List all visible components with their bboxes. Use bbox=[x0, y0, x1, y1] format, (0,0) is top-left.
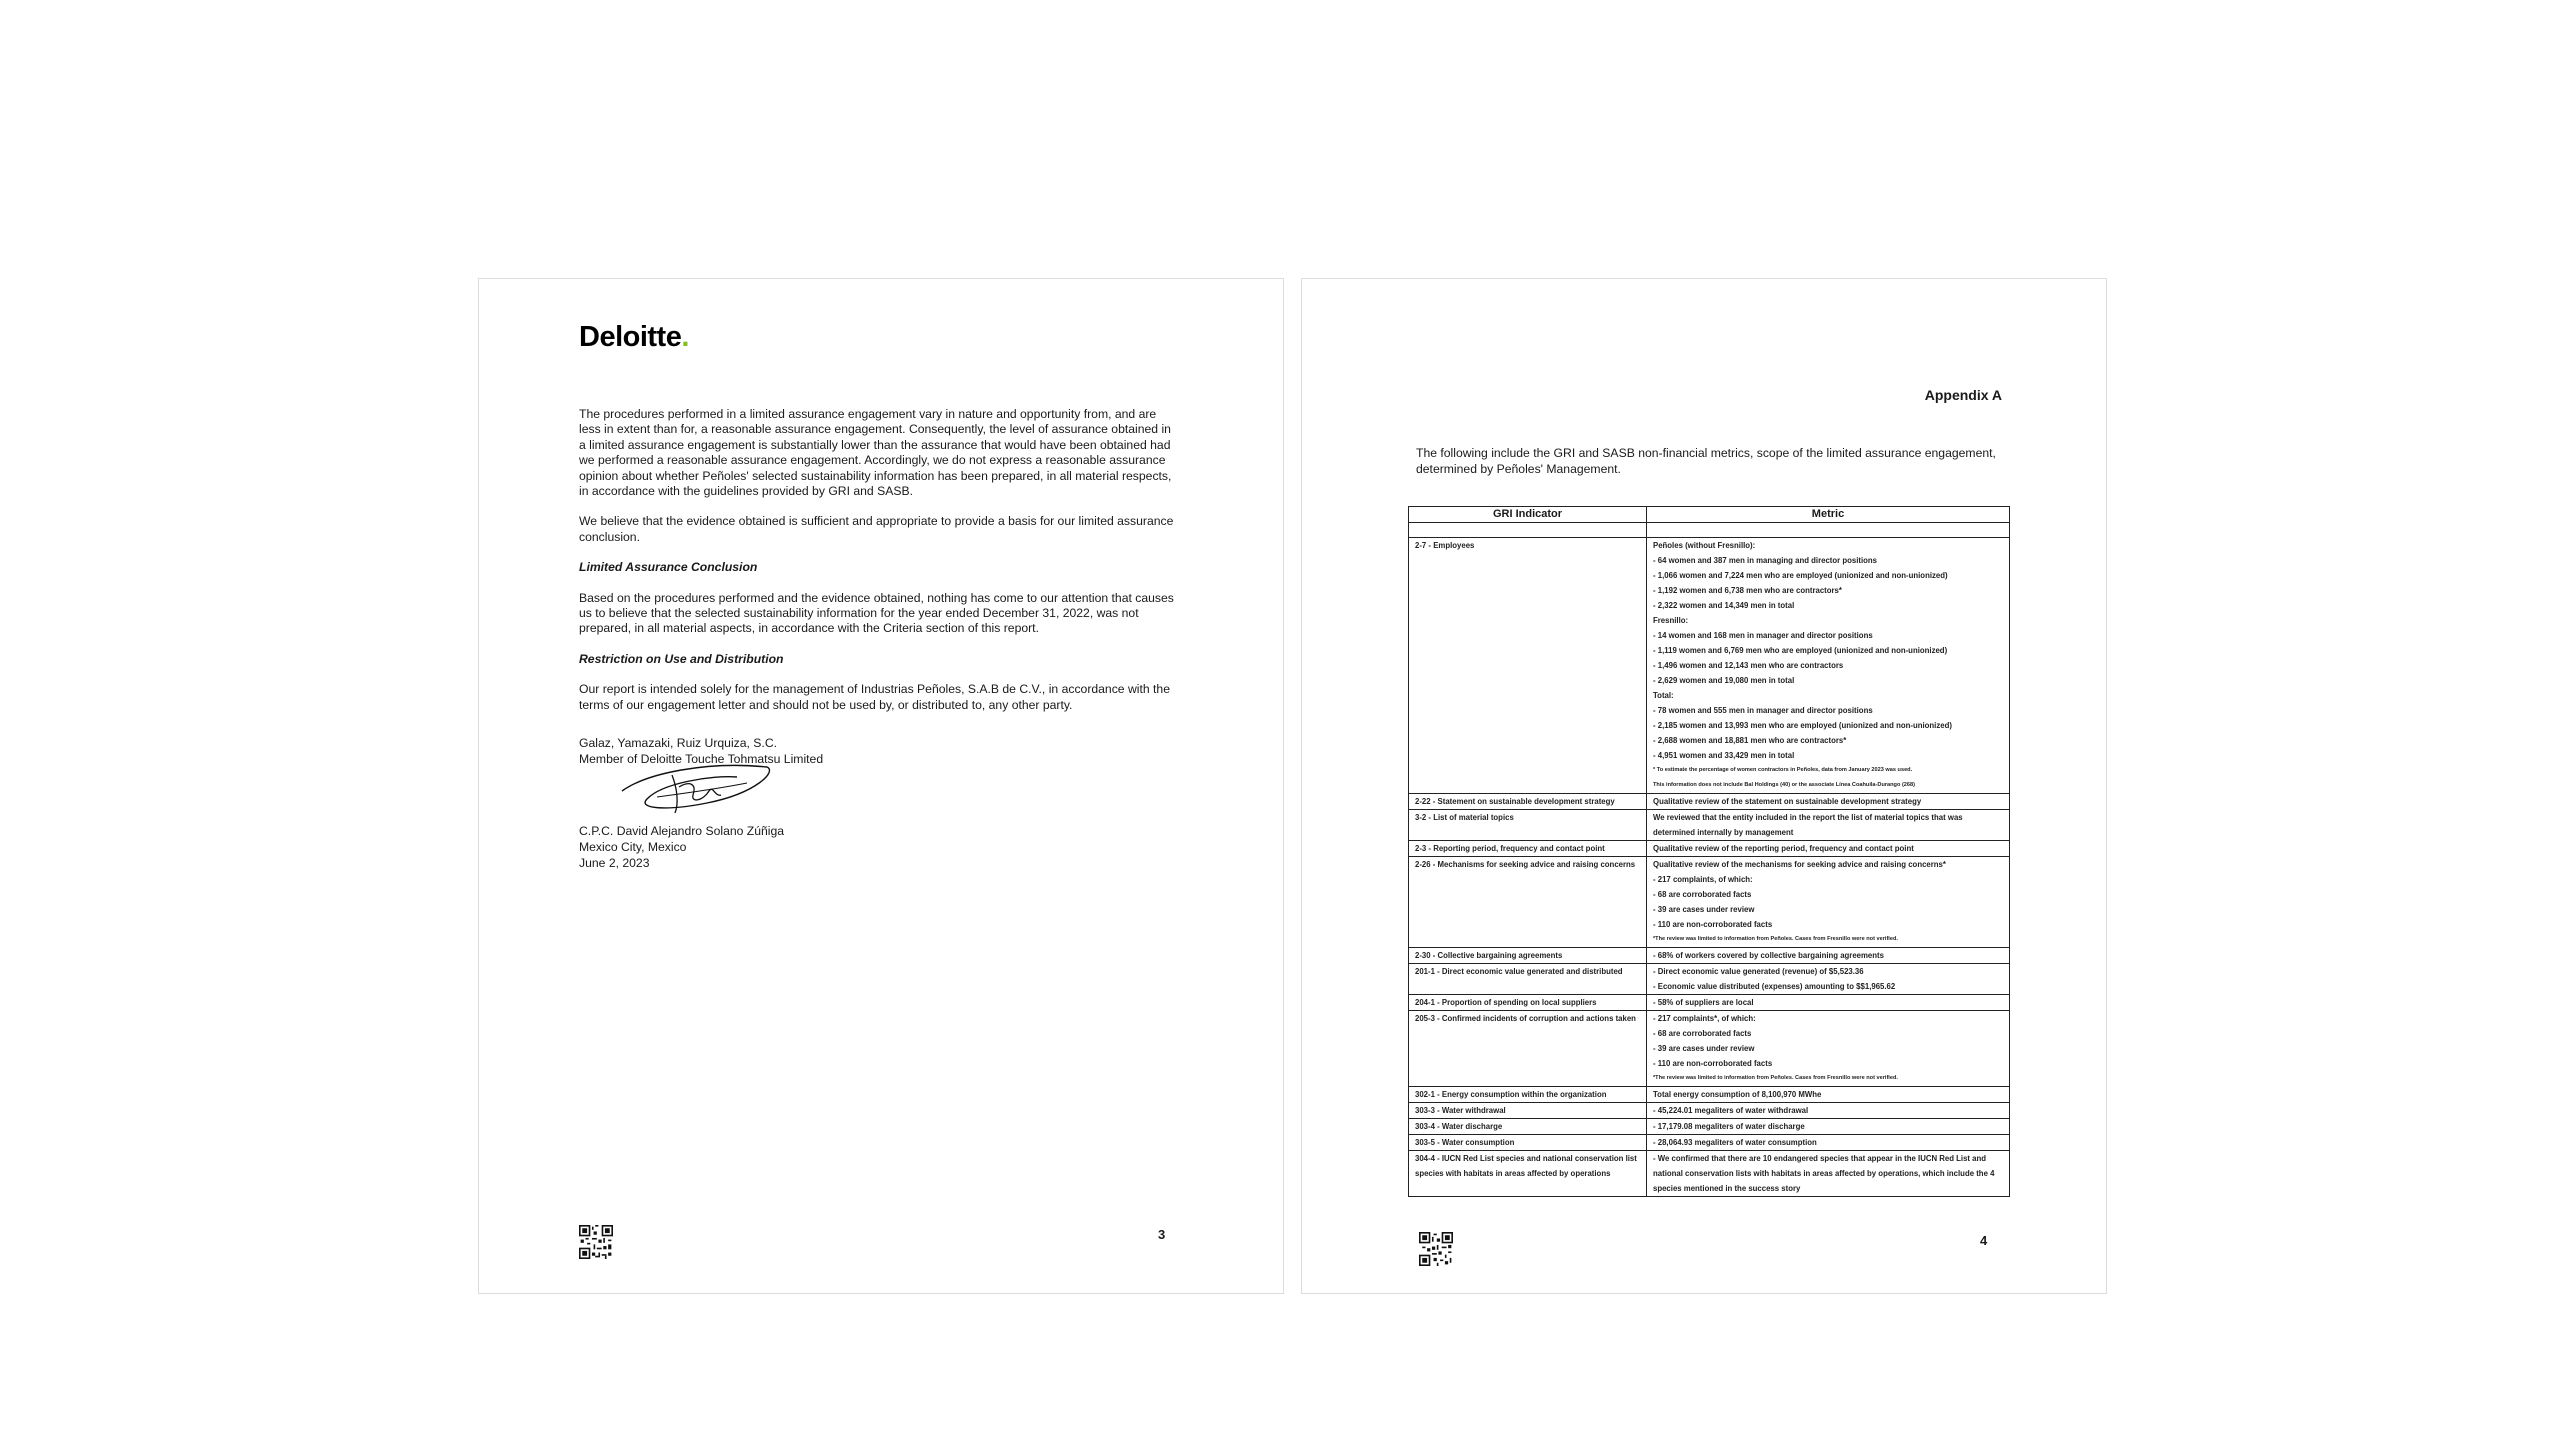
heading-limited-assurance-conclusion: Limited Assurance Conclusion bbox=[579, 560, 758, 575]
table-header-row bbox=[1409, 507, 2010, 523]
table-row bbox=[1409, 857, 2010, 948]
metric-line: - We confirmed that there are 10 endangered species that appear in the IUCN Red List and bbox=[1653, 1154, 1987, 1163]
page3-body bbox=[579, 407, 1179, 871]
qr-code-icon bbox=[1419, 1232, 1453, 1266]
metric-line: - 68 are corroborated facts bbox=[1653, 890, 1752, 899]
signing-date: June 2, 2023 bbox=[579, 856, 650, 871]
metric-line: national conservation lists with habitats in areas affected by operations, which include the 4 bbox=[1653, 1169, 1995, 1178]
metric-footnote: * To estimate the percentage of women contractors in Peñoles, data from January 2023 was used. bbox=[1653, 767, 1913, 773]
gri-indicator-cell: 2-26 - Mechanisms for seeking advice and raising concerns bbox=[1409, 857, 1647, 948]
metric-cell bbox=[1647, 857, 2010, 948]
gri-indicator-cell: 3-2 - List of material topics bbox=[1409, 810, 1647, 841]
metric-line: - 78 women and 555 men in manager and director positions bbox=[1653, 706, 1873, 715]
metric-line: - 14 women and 168 men in manager and director positions bbox=[1653, 631, 1873, 640]
metric-line: Qualitative review of the reporting period, frequency and contact point bbox=[1653, 844, 1914, 853]
document-page-4 bbox=[1301, 278, 2107, 1294]
table-spacer-row bbox=[1409, 523, 2010, 538]
table-row bbox=[1409, 1087, 2010, 1103]
paragraph-conclusion: Based on the procedures performed and the evidence obtained, nothing has come to our attention that causes us to believe that the selected sustainability information for the year ended December 31, 2022, was not prepared, in all material aspects, in accordance with the Criteria section of this report. bbox=[579, 590, 1174, 636]
table-row bbox=[1409, 1135, 2010, 1151]
metric-line: - 28,064.93 megaliters of water consumption bbox=[1653, 1138, 1817, 1147]
table-row bbox=[1409, 995, 2010, 1011]
gri-indicator-cell: 2-30 - Collective bargaining agreements bbox=[1409, 948, 1647, 964]
metric-footnote: This information does not include Bal Holdings (40) or the associate Línea Coahuila-Durango (268) bbox=[1653, 782, 1916, 788]
metric-cell bbox=[1647, 964, 2010, 995]
metric-cell bbox=[1647, 1103, 2010, 1119]
handwritten-signature bbox=[579, 767, 819, 823]
metric-line: - 45,224.01 megaliters of water withdrawal bbox=[1653, 1106, 1809, 1115]
table-row bbox=[1409, 1103, 2010, 1119]
page-number: 4 bbox=[1980, 1233, 1988, 1248]
firm-membership: Member of Deloitte Touche Tohmatsu Limited bbox=[579, 752, 824, 767]
metric-line: - 217 complaints, of which: bbox=[1653, 875, 1753, 884]
metric-footnote: *The review was limited to information from Peñoles. Cases from Fresnillo were not verified. bbox=[1653, 1075, 1898, 1081]
metric-line: - 17,179.08 megaliters of water discharge bbox=[1653, 1122, 1805, 1131]
gri-indicator-cell: 303-5 - Water consumption bbox=[1409, 1135, 1647, 1151]
metric-line: We reviewed that the entity included in the report the list of material topics that was bbox=[1653, 813, 1963, 822]
metric-line: - 217 complaints*, of which: bbox=[1653, 1014, 1756, 1023]
metric-cell bbox=[1647, 1087, 2010, 1103]
logo-text: Deloitte bbox=[579, 321, 682, 353]
metric-line: species mentioned in the success story bbox=[1653, 1184, 1801, 1193]
signature-drawing bbox=[617, 753, 777, 823]
logo-dot: . bbox=[681, 321, 689, 353]
metric-line: - 68% of workers covered by collective bargaining agreements bbox=[1653, 951, 1884, 960]
metric-cell bbox=[1647, 948, 2010, 964]
metric-line: Total: bbox=[1653, 691, 1674, 700]
metric-line: - 1,192 women and 6,738 men who are contractors* bbox=[1653, 586, 1842, 595]
metric-line: - 110 are non-corroborated facts bbox=[1653, 1059, 1773, 1068]
metric-line: - 2,322 women and 14,349 men in total bbox=[1653, 601, 1795, 610]
metric-cell bbox=[1647, 794, 2010, 810]
metric-line: - 110 are non-corroborated facts bbox=[1653, 920, 1773, 929]
table-row bbox=[1409, 1011, 2010, 1087]
metric-line: - 68 are corroborated facts bbox=[1653, 1029, 1752, 1038]
firm-name: Galaz, Yamazaki, Ruiz Urquiza, S.C. bbox=[579, 736, 778, 751]
metric-line: - 2,688 women and 18,881 men who are contractors* bbox=[1653, 736, 1847, 745]
gri-indicator-cell: 204-1 - Proportion of spending on local suppliers bbox=[1409, 995, 1647, 1011]
gri-metrics-table bbox=[1408, 506, 2010, 1197]
metric-line: - Direct economic value generated (revenue) of $5,523.36 bbox=[1653, 967, 1864, 976]
metric-line: Fresnillo: bbox=[1653, 616, 1689, 625]
metric-line: - 64 women and 387 men in managing and director positions bbox=[1653, 556, 1877, 565]
gri-indicator-cell: 303-3 - Water withdrawal bbox=[1409, 1103, 1647, 1119]
metric-cell bbox=[1647, 841, 2010, 857]
appendix-title: Appendix A bbox=[1924, 387, 2002, 403]
metric-line: - Economic value distributed (expenses) amounting to $$1,965.62 bbox=[1653, 982, 1896, 991]
metric-line: - 1,119 women and 6,769 men who are employed (unionized and non-unionized) bbox=[1653, 646, 1948, 655]
page-number: 3 bbox=[1158, 1227, 1166, 1242]
metric-line: Qualitative review of the statement on sustainable development strategy bbox=[1653, 797, 1922, 806]
signing-city: Mexico City, Mexico bbox=[579, 840, 687, 855]
gri-indicator-cell: 2-22 - Statement on sustainable development strategy bbox=[1409, 794, 1647, 810]
table-row bbox=[1409, 841, 2010, 857]
metric-footnote: *The review was limited to information from Peñoles. Cases from Fresnillo were not verified. bbox=[1653, 936, 1898, 942]
metric-line: - 2,185 women and 13,993 men who are employed (unionized and non-unionized) bbox=[1653, 721, 1952, 730]
metric-cell bbox=[1647, 810, 2010, 841]
table-row bbox=[1409, 1151, 2010, 1197]
metric-cell bbox=[1647, 1011, 2010, 1087]
table-body bbox=[1409, 523, 2010, 1197]
table-row bbox=[1409, 538, 2010, 794]
metric-line: - 1,066 women and 7,224 men who are employed (unionized and non-unionized) bbox=[1653, 571, 1948, 580]
metric-cell bbox=[1647, 538, 2010, 794]
metric-line: - 39 are cases under review bbox=[1653, 905, 1755, 914]
metric-line: - 2,629 women and 19,080 men in total bbox=[1653, 676, 1795, 685]
table-row bbox=[1409, 948, 2010, 964]
metric-cell bbox=[1647, 1119, 2010, 1135]
gri-indicator-cell: 201-1 - Direct economic value generated and distributed bbox=[1409, 964, 1647, 995]
metric-cell bbox=[1647, 1135, 2010, 1151]
table-row bbox=[1409, 794, 2010, 810]
gri-indicator-cell: 205-3 - Confirmed incidents of corruption and actions taken bbox=[1409, 1011, 1647, 1087]
qr-code-icon bbox=[579, 1225, 613, 1259]
metric-line: - 4,951 women and 33,429 men in total bbox=[1653, 751, 1795, 760]
signature-block bbox=[579, 735, 1179, 871]
table-row bbox=[1409, 810, 2010, 841]
header-metric: Metric bbox=[1647, 507, 2010, 523]
metric-line: - 58% of suppliers are local bbox=[1653, 998, 1754, 1007]
deloitte-logo bbox=[579, 321, 689, 354]
signer-name: C.P.C. David Alejandro Solano Zúñiga bbox=[579, 824, 785, 839]
gri-indicator-cell: 303-4 - Water discharge bbox=[1409, 1119, 1647, 1135]
header-gri-indicator: GRI Indicator bbox=[1409, 507, 1647, 523]
paragraph-restriction: Our report is intended solely for the management of Industrias Peñoles, S.A.B de C.V., in accordance with the terms of our engagement letter and should not be used by, or distributed to, any other party. bbox=[579, 682, 1170, 712]
gri-indicator-cell: 2-7 - Employees bbox=[1409, 538, 1647, 794]
paragraph-evidence: We believe that the evidence obtained is sufficient and appropriate to provide a basis for our limited assurance conclusion. bbox=[579, 514, 1174, 544]
document-page-3 bbox=[478, 278, 1284, 1294]
table-row bbox=[1409, 1119, 2010, 1135]
metric-line: - 1,496 women and 12,143 men who are contractors bbox=[1653, 661, 1844, 670]
gri-indicator-cell: 2-3 - Reporting period, frequency and contact point bbox=[1409, 841, 1647, 857]
metric-cell bbox=[1647, 1151, 2010, 1197]
heading-restriction: Restriction on Use and Distribution bbox=[579, 651, 784, 666]
paragraph-limited-assurance: The procedures performed in a limited assurance engagement vary in nature and opportunity from, and are less in extent than for, a reasonable assurance engagement. Consequently, the level of assurance obtained in a limited assurance engagement is substantially lower than the assurance that would have been obtained had we performed a reasonable assurance engagement. Accordingly, we do not express a reasonable assurance opinion about whether Peñoles' selected sustainability information has been prepared, in all material respects, in accordance with the guidelines provided by GRI and SASB. bbox=[579, 407, 1172, 499]
metric-line: Total energy consumption of 8,100,970 MWhe bbox=[1653, 1090, 1822, 1099]
metric-line: Peñoles (without Fresnillo): bbox=[1653, 541, 1756, 550]
metric-line: - 39 are cases under review bbox=[1653, 1044, 1755, 1053]
gri-indicator-cell: 302-1 - Energy consumption within the organization bbox=[1409, 1087, 1647, 1103]
table-row bbox=[1409, 964, 2010, 995]
metric-cell bbox=[1647, 995, 2010, 1011]
metric-line: determined internally by management bbox=[1653, 828, 1794, 837]
metric-line: Qualitative review of the mechanisms for seeking advice and raising concerns* bbox=[1653, 860, 1946, 869]
appendix-intro: The following include the GRI and SASB non-financial metrics, scope of the limited assurance engagement, determined by Peñoles' Management. bbox=[1416, 446, 1996, 476]
gri-indicator-cell: 304-4 - IUCN Red List species and national conservation list species with habitats in areas affected by operations bbox=[1409, 1151, 1647, 1197]
